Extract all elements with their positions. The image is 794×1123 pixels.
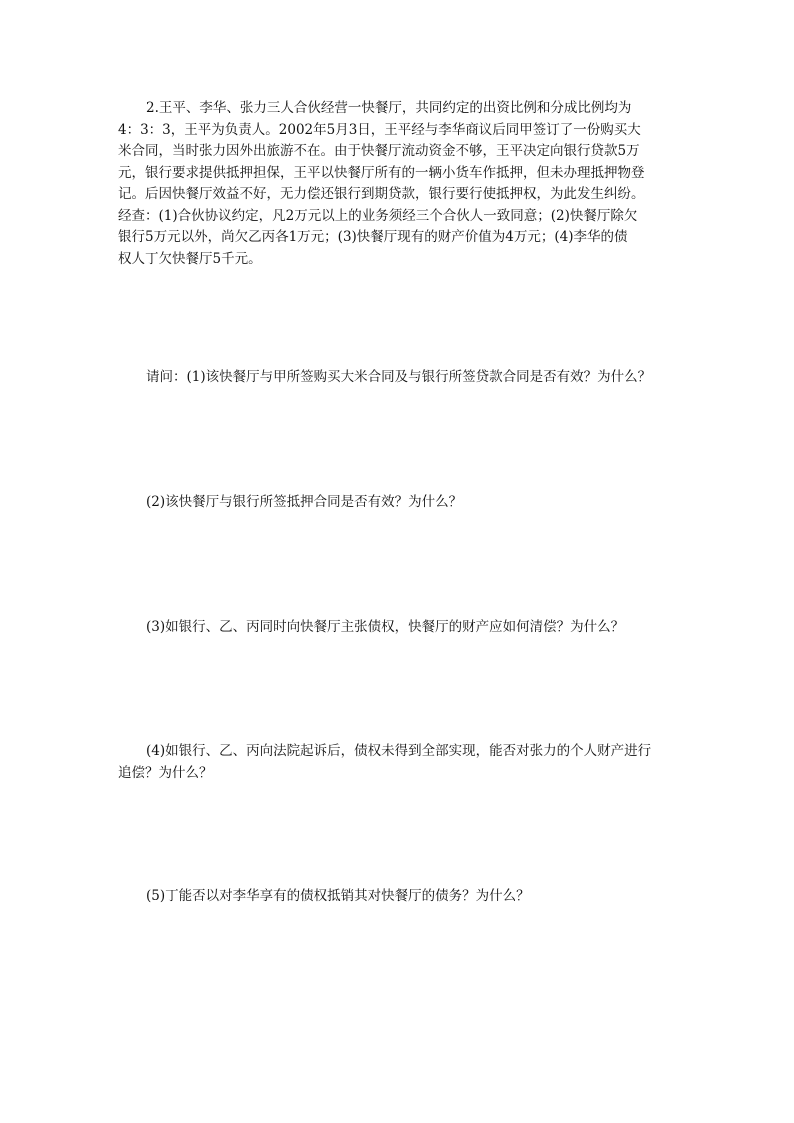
question-4-line: 追偿？为什么？ <box>118 764 213 781</box>
question-3 <box>118 617 678 639</box>
question-4 <box>118 741 678 784</box>
question-3-text: (3)如银行、乙、丙同时向快餐厅主张债权，快餐厅的财产应如何清偿？为什么？ <box>146 619 625 635</box>
problem-line: 记。后因快餐厅效益不好，无力偿还银行到期贷款，银行要行使抵押权，为此发生纠纷。 <box>118 186 645 202</box>
question-5 <box>118 886 678 908</box>
question-1-text: 请问：(1)该快餐厅与甲所签购买大米合同及与银行所签贷款合同是否有效？为什么？ <box>146 369 652 385</box>
question-2-text: (2)该快餐厅与银行所签抵押合同是否有效？为什么？ <box>146 494 463 510</box>
problem-line: 米合同，当时张力因外出旅游不在。由于快餐厅流动资金不够，王平决定向银行贷款5万 <box>118 143 640 159</box>
problem-line: 经查：(1)合伙协议约定，凡2万元以上的业务须经三个合伙人一致同意；(2)快餐厅除欠 <box>118 207 638 224</box>
problem-line: 元，银行要求提供抵押担保，王平以快餐厅所有的一辆小货车作抵押，但未办理抵押物登 <box>118 164 645 181</box>
problem-line: 4：3：3，王平为负责人。2002年5月3日，王平经与李华商议后同甲签订了一份购买大 <box>118 121 641 138</box>
question-5-text: (5)丁能否以对李华享有的债权抵销其对快餐厅的债务？为什么？ <box>146 888 530 904</box>
problem-statement <box>118 98 678 270</box>
problem-line: 权人丁欠快餐厅5千元。 <box>118 250 262 267</box>
problem-line: 2.王平、李华、张力三人合伙经营一快餐厅，共同约定的出资比例和分成比例均为 <box>146 100 632 116</box>
question-2 <box>118 492 678 514</box>
problem-line: 银行5万元以外，尚欠乙丙各1万元；(3)快餐厅现有的财产价值为4万元；(4)李华的债 <box>118 229 628 245</box>
question-1 <box>118 367 678 389</box>
question-4-line: (4)如银行、乙、丙向法院起诉后，债权未得到全部实现，能否对张力的个人财产进行 <box>146 743 652 759</box>
